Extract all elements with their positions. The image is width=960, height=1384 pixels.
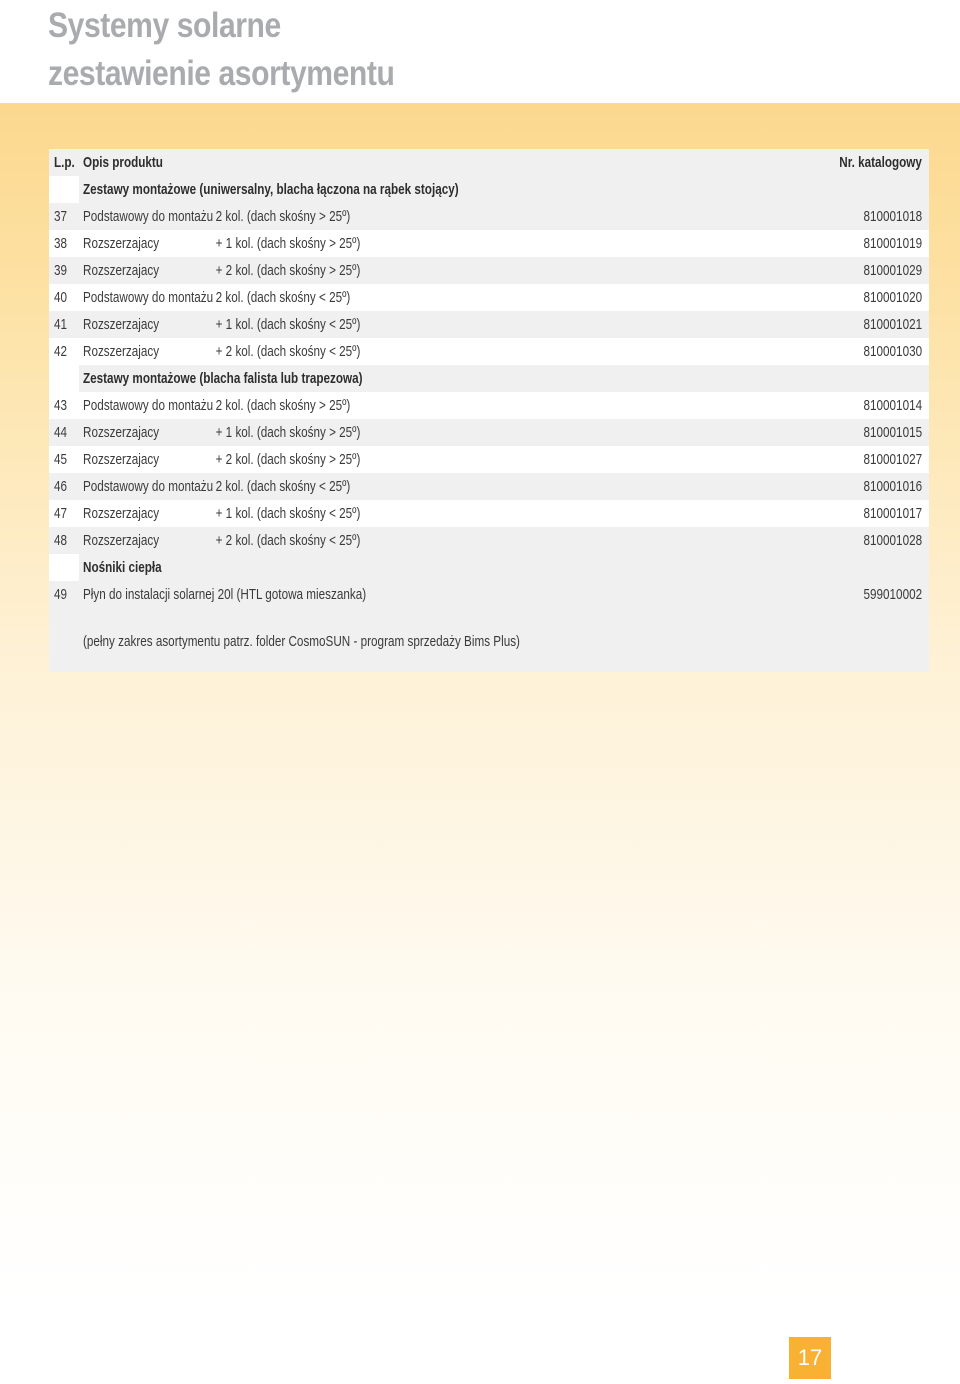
desc-cell	[79, 176, 823, 203]
product-description	[83, 392, 350, 419]
catalog-number: 810001021	[863, 316, 922, 333]
product-name: Rozszerzajacy	[83, 316, 160, 333]
lp-cell	[49, 203, 79, 230]
catalog-number: 810001018	[863, 208, 922, 225]
catalog-number: 810001016	[863, 478, 922, 495]
desc-cell	[79, 203, 823, 230]
header-cat-cell	[794, 149, 929, 176]
product-qty: 2 kol. (dach skośny < 25º)	[215, 289, 351, 306]
section-row	[49, 365, 929, 392]
desc-cell	[79, 446, 823, 473]
product-name: Płyn do instalacji solarnej 20l (HTL gotowa mieszanka)	[83, 586, 367, 603]
table-row	[49, 257, 929, 284]
catalog-number: 810001019	[863, 235, 922, 252]
cat-cell	[794, 284, 929, 311]
row-number: 49	[54, 586, 68, 603]
product-qty: + 2 kol. (dach skośny > 25º)	[215, 262, 361, 279]
desc-cell	[79, 392, 823, 419]
table-row	[49, 392, 929, 419]
lp-cell	[49, 284, 79, 311]
desc-cell	[79, 527, 823, 554]
row-number: 44	[54, 424, 68, 441]
row-number: 48	[54, 532, 68, 549]
table-row	[49, 500, 929, 527]
table-row	[49, 338, 929, 365]
cat-cell	[794, 446, 929, 473]
cat-cell	[794, 419, 929, 446]
product-name: Rozszerzajacy	[83, 343, 160, 360]
lp-cell	[49, 365, 79, 392]
lp-cell	[49, 311, 79, 338]
lp-cell	[49, 473, 79, 500]
product-description	[83, 311, 360, 338]
product-name: Podstawowy do montażu	[83, 289, 214, 306]
desc-cell	[79, 473, 823, 500]
title-line-2: zestawienie asortymentu	[48, 54, 395, 93]
section-title: Zestawy montażowe (blacha falista lub trapezowa)	[83, 370, 363, 387]
product-qty: + 2 kol. (dach skośny > 25º)	[215, 451, 361, 468]
header-desc-cell	[79, 149, 823, 176]
product-name: Rozszerzajacy	[83, 451, 160, 468]
product-name: Podstawowy do montażu	[83, 397, 214, 414]
product-qty: + 1 kol. (dach skośny > 25º)	[215, 424, 361, 441]
desc-cell	[79, 500, 823, 527]
lp-cell	[49, 257, 79, 284]
desc-cell	[79, 554, 823, 581]
table-row	[49, 446, 929, 473]
catalog-number: 810001014	[863, 397, 922, 414]
lp-cell	[49, 392, 79, 419]
cat-cell	[794, 365, 929, 392]
product-table	[49, 149, 929, 672]
cat-cell	[794, 473, 929, 500]
cat-cell	[794, 554, 929, 581]
product-name: Rozszerzajacy	[83, 505, 160, 522]
desc-cell	[79, 338, 823, 365]
product-description	[83, 257, 360, 284]
table-row	[49, 419, 929, 446]
product-name: Podstawowy do montażu	[83, 478, 214, 495]
product-name: Rozszerzajacy	[83, 235, 160, 252]
table-row	[49, 527, 929, 554]
lp-cell	[49, 527, 79, 554]
catalog-number: 810001015	[863, 424, 922, 441]
table-row	[49, 284, 929, 311]
assortment-note: (pełny zakres asortymentu patrz. folder CosmoSUN - program sprzedaży Bims Plus)	[83, 633, 520, 650]
lp-cell	[49, 500, 79, 527]
table-row	[49, 230, 929, 257]
desc-cell	[79, 419, 823, 446]
row-number: 47	[54, 505, 68, 522]
header-desc: Opis produktu	[83, 154, 163, 171]
cat-cell	[794, 338, 929, 365]
catalog-number: 810001030	[863, 343, 922, 360]
lp-cell	[49, 419, 79, 446]
row-number: 42	[54, 343, 68, 360]
cat-cell	[794, 230, 929, 257]
cat-cell	[794, 176, 929, 203]
table-row	[49, 311, 929, 338]
product-description	[83, 527, 360, 554]
product-description	[83, 500, 360, 527]
product-description	[83, 230, 360, 257]
product-qty: 2 kol. (dach skośny > 25º)	[215, 208, 351, 225]
cat-cell	[794, 311, 929, 338]
catalog-number: 810001028	[863, 532, 922, 549]
cat-cell	[794, 257, 929, 284]
title-line-1: Systemy solarne	[48, 6, 281, 45]
lp-cell	[49, 446, 79, 473]
product-qty: + 2 kol. (dach skośny < 25º)	[215, 532, 361, 549]
catalog-number: 810001029	[863, 262, 922, 279]
catalog-number: 599010002	[863, 586, 922, 603]
lp-cell	[49, 554, 79, 581]
catalog-number: 810001027	[863, 451, 922, 468]
desc-cell	[79, 230, 823, 257]
desc-cell	[79, 311, 823, 338]
row-number: 43	[54, 397, 68, 414]
product-qty: + 1 kol. (dach skośny < 25º)	[215, 316, 361, 333]
desc-cell	[79, 365, 823, 392]
row-number: 45	[54, 451, 68, 468]
row-number: 46	[54, 478, 68, 495]
row-number: 37	[54, 208, 68, 225]
table-header	[49, 149, 929, 176]
cat-cell	[794, 203, 929, 230]
product-name: Rozszerzajacy	[83, 532, 160, 549]
row-number: 40	[54, 289, 68, 306]
catalog-number: 810001020	[863, 289, 922, 306]
product-qty: + 2 kol. (dach skośny < 25º)	[215, 343, 361, 360]
product-description	[83, 446, 360, 473]
product-name: Rozszerzajacy	[83, 262, 160, 279]
desc-cell	[79, 284, 823, 311]
product-description	[83, 284, 350, 311]
header-lp: L.p.	[54, 154, 75, 171]
catalog-number: 810001017	[863, 505, 922, 522]
row-number: 38	[54, 235, 68, 252]
product-name: Rozszerzajacy	[83, 424, 160, 441]
product-name: Podstawowy do montażu	[83, 208, 214, 225]
product-qty: + 1 kol. (dach skośny < 25º)	[215, 505, 361, 522]
product-qty: + 1 kol. (dach skośny > 25º)	[215, 235, 361, 252]
row-number: 41	[54, 316, 68, 333]
section-row	[49, 176, 929, 203]
product-description	[83, 473, 350, 500]
section-title: Nośniki ciepła	[83, 559, 162, 576]
cat-cell	[794, 392, 929, 419]
cat-cell	[794, 527, 929, 554]
header-cat: Nr. katalogowy	[839, 154, 922, 171]
table-row	[49, 473, 929, 500]
row-number: 39	[54, 262, 68, 279]
page-number-badge: 17	[789, 1337, 831, 1379]
page-title	[48, 2, 394, 98]
product-description	[83, 419, 360, 446]
lp-cell	[49, 176, 79, 203]
lp-cell	[49, 338, 79, 365]
product-qty: 2 kol. (dach skośny < 25º)	[215, 478, 351, 495]
lp-cell	[49, 230, 79, 257]
product-qty: 2 kol. (dach skośny > 25º)	[215, 397, 351, 414]
section-row	[49, 554, 929, 581]
cat-cell	[794, 500, 929, 527]
desc-cell	[79, 257, 823, 284]
product-description	[83, 338, 360, 365]
header-lp-cell	[49, 149, 79, 176]
product-description	[83, 203, 350, 230]
table-row	[49, 203, 929, 230]
note-block	[49, 603, 929, 672]
section-title: Zestawy montażowe (uniwersalny, blacha łączona na rąbek stojący)	[83, 181, 459, 198]
